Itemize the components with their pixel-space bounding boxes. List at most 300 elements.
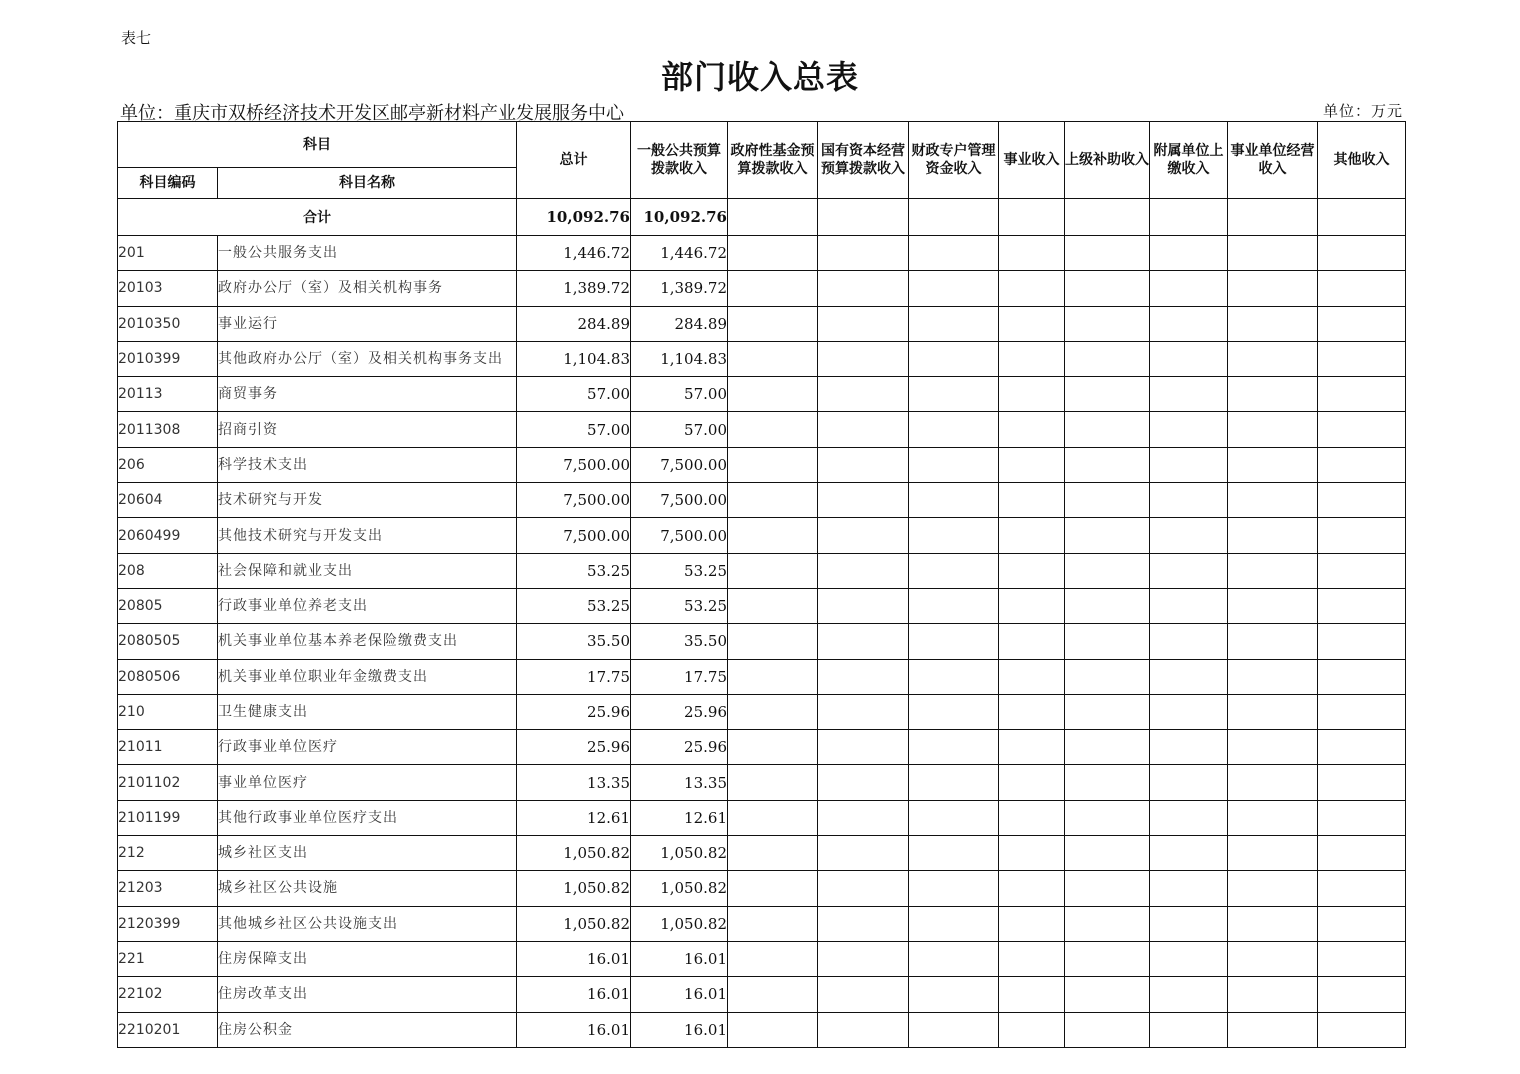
row-general-budget: 7,500.00 [631, 483, 728, 518]
row-general-budget: 1,050.82 [631, 906, 728, 941]
empty-cell [818, 199, 909, 236]
empty-cell [1228, 941, 1318, 976]
empty-cell [728, 306, 818, 341]
empty-cell [1318, 694, 1406, 729]
table-row [118, 1012, 1406, 1047]
table-row [118, 871, 1406, 906]
empty-cell [1150, 977, 1228, 1012]
empty-cell [1150, 483, 1228, 518]
subject-name: 住房公积金 [218, 1012, 517, 1047]
empty-cell [1318, 236, 1406, 271]
empty-cell [999, 906, 1065, 941]
row-total: 57.00 [517, 377, 631, 412]
empty-cell [728, 906, 818, 941]
empty-cell [818, 941, 909, 976]
subject-name: 事业运行 [218, 306, 517, 341]
empty-cell [999, 236, 1065, 271]
empty-cell [1228, 341, 1318, 376]
empty-cell [909, 306, 999, 341]
subject-code: 2080506 [118, 659, 218, 694]
row-total: 7,500.00 [517, 447, 631, 482]
empty-cell [818, 624, 909, 659]
empty-cell [909, 412, 999, 447]
empty-cell [1065, 659, 1150, 694]
empty-cell [909, 553, 999, 588]
empty-cell [1228, 412, 1318, 447]
empty-cell [1065, 306, 1150, 341]
empty-cell [1318, 800, 1406, 835]
subject-name: 住房改革支出 [218, 977, 517, 1012]
table-row [118, 306, 1406, 341]
empty-cell [999, 730, 1065, 765]
table-row [118, 341, 1406, 376]
row-general-budget: 35.50 [631, 624, 728, 659]
empty-cell [1065, 765, 1150, 800]
row-total: 1,104.83 [517, 341, 631, 376]
empty-cell [728, 483, 818, 518]
empty-cell [818, 1012, 909, 1047]
empty-cell [728, 271, 818, 306]
row-total: 16.01 [517, 941, 631, 976]
empty-cell [1228, 1012, 1318, 1047]
empty-cell [1150, 412, 1228, 447]
empty-cell [999, 836, 1065, 871]
empty-cell [818, 765, 909, 800]
table-row [118, 483, 1406, 518]
empty-cell [728, 871, 818, 906]
empty-cell [909, 377, 999, 412]
col-fiscal-special: 财政专户管理资金收入 [909, 122, 999, 199]
col-affiliated: 附属单位上缴收入 [1150, 122, 1228, 199]
empty-cell [728, 730, 818, 765]
empty-cell [909, 941, 999, 976]
empty-cell [999, 412, 1065, 447]
table-row [118, 694, 1406, 729]
subject-code: 22102 [118, 977, 218, 1012]
empty-cell [1318, 271, 1406, 306]
empty-cell [999, 518, 1065, 553]
empty-cell [1228, 306, 1318, 341]
empty-cell [1318, 483, 1406, 518]
empty-cell [1150, 659, 1228, 694]
empty-cell [1318, 730, 1406, 765]
empty-cell [1150, 553, 1228, 588]
subject-name: 住房保障支出 [218, 941, 517, 976]
col-subject-code: 科目编码 [118, 168, 218, 199]
empty-cell [909, 694, 999, 729]
col-state-capital: 国有资本经营预算拨款收入 [818, 122, 909, 199]
empty-cell [728, 977, 818, 1012]
empty-cell [999, 624, 1065, 659]
empty-cell [1150, 871, 1228, 906]
empty-cell [999, 977, 1065, 1012]
total-label: 合计 [118, 199, 517, 236]
row-general-budget: 1,050.82 [631, 871, 728, 906]
empty-cell [909, 271, 999, 306]
empty-cell [1228, 730, 1318, 765]
empty-cell [1228, 447, 1318, 482]
empty-cell [1150, 518, 1228, 553]
subject-code: 206 [118, 447, 218, 482]
table-row [118, 412, 1406, 447]
empty-cell [909, 199, 999, 236]
row-general-budget: 25.96 [631, 694, 728, 729]
row-total: 16.01 [517, 977, 631, 1012]
subject-name: 其他行政事业单位医疗支出 [218, 800, 517, 835]
table-row [118, 906, 1406, 941]
row-general-budget: 7,500.00 [631, 518, 728, 553]
subject-name: 技术研究与开发 [218, 483, 517, 518]
empty-cell [728, 447, 818, 482]
subject-code: 20103 [118, 271, 218, 306]
empty-cell [1150, 447, 1228, 482]
empty-cell [818, 588, 909, 623]
empty-cell [1228, 765, 1318, 800]
empty-cell [1318, 659, 1406, 694]
row-general-budget: 57.00 [631, 412, 728, 447]
table-row [118, 836, 1406, 871]
row-total: 53.25 [517, 588, 631, 623]
empty-cell [1228, 871, 1318, 906]
row-general-budget: 53.25 [631, 588, 728, 623]
empty-cell [1150, 730, 1228, 765]
col-business-income: 事业收入 [999, 122, 1065, 199]
subject-code: 20113 [118, 377, 218, 412]
empty-cell [818, 377, 909, 412]
subject-name: 其他城乡社区公共设施支出 [218, 906, 517, 941]
table-row [118, 377, 1406, 412]
col-other: 其他收入 [1318, 122, 1406, 199]
table-row [118, 447, 1406, 482]
row-general-budget: 1,104.83 [631, 341, 728, 376]
row-general-budget: 17.75 [631, 659, 728, 694]
empty-cell [728, 624, 818, 659]
empty-cell [1228, 906, 1318, 941]
empty-cell [1150, 199, 1228, 236]
empty-cell [1065, 730, 1150, 765]
empty-cell [1318, 977, 1406, 1012]
empty-cell [909, 447, 999, 482]
page-title: 部门收入总表 [660, 58, 859, 96]
empty-cell [728, 1012, 818, 1047]
empty-cell [1228, 271, 1318, 306]
empty-cell [728, 588, 818, 623]
subject-name: 其他技术研究与开发支出 [218, 518, 517, 553]
subject-code: 212 [118, 836, 218, 871]
empty-cell [728, 412, 818, 447]
row-total: 57.00 [517, 412, 631, 447]
empty-cell [728, 199, 818, 236]
empty-cell [999, 377, 1065, 412]
empty-cell [1228, 588, 1318, 623]
row-total: 25.96 [517, 730, 631, 765]
empty-cell [1150, 941, 1228, 976]
row-total: 1,389.72 [517, 271, 631, 306]
empty-cell [818, 341, 909, 376]
table-number: 表七 [121, 29, 152, 47]
empty-cell [999, 800, 1065, 835]
row-total: 1,446.72 [517, 236, 631, 271]
empty-cell [1065, 977, 1150, 1012]
row-total: 35.50 [517, 624, 631, 659]
table-row [118, 765, 1406, 800]
empty-cell [999, 553, 1065, 588]
empty-cell [1150, 236, 1228, 271]
empty-cell [1228, 659, 1318, 694]
empty-cell [1228, 836, 1318, 871]
empty-cell [1318, 836, 1406, 871]
table-row [118, 236, 1406, 271]
total-row [118, 199, 1406, 236]
col-operating: 事业单位经营收入 [1228, 122, 1318, 199]
empty-cell [1228, 624, 1318, 659]
empty-cell [728, 836, 818, 871]
empty-cell [1065, 412, 1150, 447]
empty-cell [818, 906, 909, 941]
row-total: 17.75 [517, 659, 631, 694]
row-general-budget: 12.61 [631, 800, 728, 835]
empty-cell [1065, 341, 1150, 376]
empty-cell [1065, 800, 1150, 835]
empty-cell [999, 941, 1065, 976]
empty-cell [1150, 377, 1228, 412]
row-total: 1,050.82 [517, 871, 631, 906]
empty-cell [909, 483, 999, 518]
empty-cell [999, 341, 1065, 376]
empty-cell [1150, 306, 1228, 341]
empty-cell [1150, 694, 1228, 729]
table-row [118, 518, 1406, 553]
row-total: 53.25 [517, 553, 631, 588]
col-gov-fund: 政府性基金预算拨款收入 [728, 122, 818, 199]
empty-cell [999, 871, 1065, 906]
subject-code: 210 [118, 694, 218, 729]
empty-cell [818, 871, 909, 906]
empty-cell [1318, 518, 1406, 553]
unit-organization: 单位：重庆市双桥经济技术开发区邮亭新材料产业发展服务中心 [120, 103, 624, 124]
empty-cell [1318, 199, 1406, 236]
table-row [118, 659, 1406, 694]
empty-cell [909, 624, 999, 659]
total-general-budget: 10,092.76 [631, 199, 728, 236]
row-general-budget: 13.35 [631, 765, 728, 800]
header-row-1 [118, 122, 1406, 168]
row-general-budget: 1,389.72 [631, 271, 728, 306]
subject-name: 科学技术支出 [218, 447, 517, 482]
empty-cell [999, 199, 1065, 236]
subject-code: 20604 [118, 483, 218, 518]
row-general-budget: 284.89 [631, 306, 728, 341]
subject-code: 2120399 [118, 906, 218, 941]
table-row [118, 588, 1406, 623]
empty-cell [1318, 447, 1406, 482]
empty-cell [1150, 906, 1228, 941]
empty-cell [909, 871, 999, 906]
row-total: 7,500.00 [517, 483, 631, 518]
empty-cell [818, 553, 909, 588]
col-subject: 科目 [118, 122, 517, 168]
empty-cell [728, 941, 818, 976]
row-total: 25.96 [517, 694, 631, 729]
empty-cell [1065, 694, 1150, 729]
subject-code: 2080505 [118, 624, 218, 659]
empty-cell [1318, 588, 1406, 623]
subject-name: 行政事业单位养老支出 [218, 588, 517, 623]
empty-cell [1228, 800, 1318, 835]
table-row [118, 800, 1406, 835]
unit-currency: 单位：万元 [1322, 102, 1403, 120]
subject-name: 机关事业单位基本养老保险缴费支出 [218, 624, 517, 659]
row-general-budget: 1,446.72 [631, 236, 728, 271]
empty-cell [818, 836, 909, 871]
table-row [118, 271, 1406, 306]
row-general-budget: 16.01 [631, 1012, 728, 1047]
subject-name: 社会保障和就业支出 [218, 553, 517, 588]
row-total: 16.01 [517, 1012, 631, 1047]
empty-cell [1318, 871, 1406, 906]
empty-cell [999, 1012, 1065, 1047]
empty-cell [1228, 694, 1318, 729]
empty-cell [1065, 906, 1150, 941]
table-row [118, 730, 1406, 765]
empty-cell [1228, 377, 1318, 412]
row-general-budget: 16.01 [631, 941, 728, 976]
empty-cell [1318, 941, 1406, 976]
subject-code: 2010399 [118, 341, 218, 376]
subject-code: 2060499 [118, 518, 218, 553]
subject-code: 21203 [118, 871, 218, 906]
empty-cell [1065, 624, 1150, 659]
empty-cell [909, 236, 999, 271]
empty-cell [728, 518, 818, 553]
empty-cell [1318, 765, 1406, 800]
row-total: 1,050.82 [517, 836, 631, 871]
empty-cell [818, 659, 909, 694]
row-total: 13.35 [517, 765, 631, 800]
empty-cell [1065, 1012, 1150, 1047]
empty-cell [818, 730, 909, 765]
empty-cell [1065, 836, 1150, 871]
empty-cell [1065, 871, 1150, 906]
empty-cell [909, 659, 999, 694]
row-total: 12.61 [517, 800, 631, 835]
row-total: 1,050.82 [517, 906, 631, 941]
empty-cell [999, 447, 1065, 482]
empty-cell [909, 518, 999, 553]
empty-cell [1065, 483, 1150, 518]
subject-name: 其他政府办公厅（室）及相关机构事务支出 [218, 341, 517, 376]
empty-cell [1150, 800, 1228, 835]
empty-cell [999, 588, 1065, 623]
empty-cell [1150, 624, 1228, 659]
col-total: 总计 [517, 122, 631, 199]
empty-cell [728, 800, 818, 835]
income-summary-table [117, 121, 1406, 1048]
empty-cell [1150, 271, 1228, 306]
empty-cell [1065, 236, 1150, 271]
subject-name: 行政事业单位医疗 [218, 730, 517, 765]
subject-code: 2210201 [118, 1012, 218, 1047]
empty-cell [999, 694, 1065, 729]
empty-cell [909, 836, 999, 871]
empty-cell [909, 730, 999, 765]
empty-cell [818, 306, 909, 341]
empty-cell [818, 518, 909, 553]
empty-cell [909, 906, 999, 941]
subject-code: 20805 [118, 588, 218, 623]
empty-cell [1228, 518, 1318, 553]
empty-cell [818, 483, 909, 518]
empty-cell [1228, 977, 1318, 1012]
empty-cell [1065, 271, 1150, 306]
subject-name: 卫生健康支出 [218, 694, 517, 729]
row-general-budget: 57.00 [631, 377, 728, 412]
empty-cell [999, 483, 1065, 518]
row-general-budget: 25.96 [631, 730, 728, 765]
col-subject-name: 科目名称 [218, 168, 517, 199]
subject-code: 201 [118, 236, 218, 271]
empty-cell [909, 977, 999, 1012]
empty-cell [1150, 588, 1228, 623]
row-general-budget: 16.01 [631, 977, 728, 1012]
subject-name: 机关事业单位职业年金缴费支出 [218, 659, 517, 694]
table-row [118, 624, 1406, 659]
empty-cell [818, 447, 909, 482]
row-general-budget: 53.25 [631, 553, 728, 588]
table-row [118, 941, 1406, 976]
empty-cell [728, 377, 818, 412]
col-general-budget: 一般公共预算拨款收入 [631, 122, 728, 199]
empty-cell [1318, 1012, 1406, 1047]
subject-name: 商贸事务 [218, 377, 517, 412]
empty-cell [909, 588, 999, 623]
empty-cell [1318, 377, 1406, 412]
subject-name: 事业单位医疗 [218, 765, 517, 800]
row-general-budget: 1,050.82 [631, 836, 728, 871]
empty-cell [818, 236, 909, 271]
empty-cell [1065, 377, 1150, 412]
empty-cell [818, 271, 909, 306]
subject-code: 208 [118, 553, 218, 588]
subject-code: 2011308 [118, 412, 218, 447]
col-superior-subsidy: 上级补助收入 [1065, 122, 1150, 199]
subject-code: 2101102 [118, 765, 218, 800]
empty-cell [1065, 588, 1150, 623]
row-total: 284.89 [517, 306, 631, 341]
empty-cell [1318, 553, 1406, 588]
subject-code: 221 [118, 941, 218, 976]
empty-cell [999, 659, 1065, 694]
total-amount: 10,092.76 [517, 199, 631, 236]
table-row [118, 977, 1406, 1012]
empty-cell [1228, 483, 1318, 518]
subject-name: 城乡社区公共设施 [218, 871, 517, 906]
empty-cell [1150, 341, 1228, 376]
empty-cell [818, 800, 909, 835]
empty-cell [909, 1012, 999, 1047]
empty-cell [1318, 624, 1406, 659]
empty-cell [728, 765, 818, 800]
empty-cell [1318, 306, 1406, 341]
empty-cell [999, 306, 1065, 341]
empty-cell [728, 659, 818, 694]
row-total: 7,500.00 [517, 518, 631, 553]
empty-cell [1065, 553, 1150, 588]
empty-cell [1065, 941, 1150, 976]
subject-name: 城乡社区支出 [218, 836, 517, 871]
subject-code: 21011 [118, 730, 218, 765]
subject-name: 一般公共服务支出 [218, 236, 517, 271]
